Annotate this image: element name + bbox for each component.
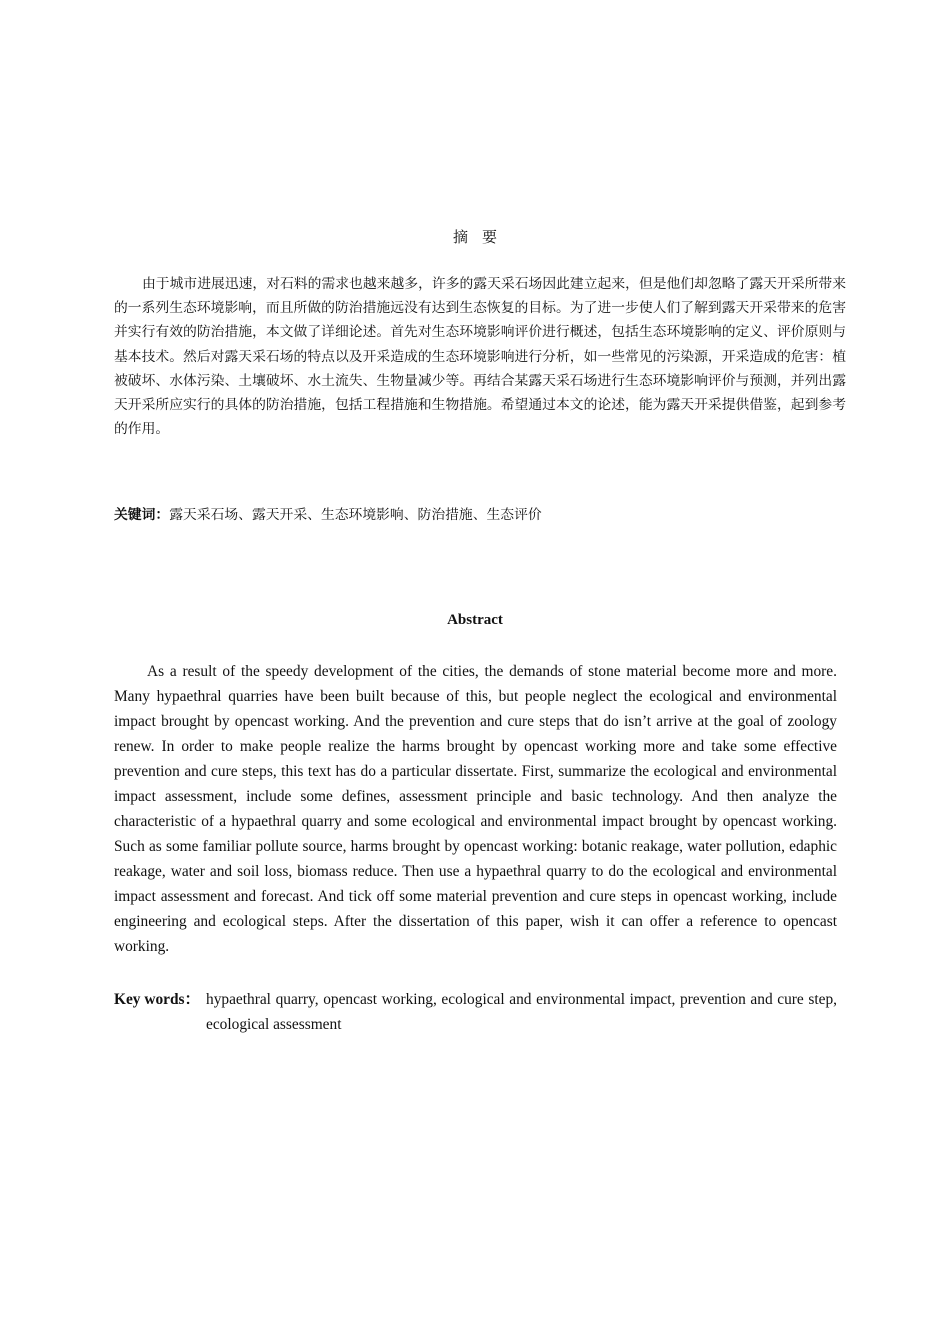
english-keywords-text: hypaethral quarry, opencast working, ecological and environmental impact, prevention and cure step, ecological assessment (206, 991, 837, 1033)
english-abstract-body: As a result of the speedy development of the cities, the demands of stone material become more and more. Many hypaethral quarries have been built because of this, but people neglect the ecological and environmental impact brought by opencast working. And the prevention and cure steps that do isn’t arrive at the goal of zoology renew. In order to make people realize the harms brought by opencast working more and take some effective prevention and cure steps, this text has do a particular dissertate. First, summarize the ecological and environmental impact assessment, include some defines, assessment principle and basic technology. And then analyze the characteristic of a hypaethral quarry and some ecological and environmental impact brought by opencast working. Such as some familiar pollute source, harms brought by opencast working: botanic reakage, water pollution, edaphic reakage, water and soil loss, biomass reduce. Then use a hypaethral quarry to do the ecological and environmental impact assessment and forecast. And tick off some material prevention and cure steps in opencast working, include engineering and ecological steps. After the dissertation of this paper, wish it can offer a reference to opencast working. (114, 663, 837, 955)
chinese-abstract-title: 摘要 (452, 228, 511, 246)
english-abstract-title: Abstract (447, 612, 503, 628)
english-keywords (114, 987, 837, 1037)
chinese-keywords-text: 露天采石场、露天开采、生态环境影响、防治措施、生态评价 (169, 507, 542, 523)
chinese-keywords (114, 503, 846, 527)
chinese-abstract-body: 由于城市进展迅速，对石料的需求也越来越多，许多的露天采石场因此建立起来，但是他们却忽略了露天开采所带来的一系列生态环境影响，而且所做的防治措施远没有达到生态恢复的目标。为了进一步使人们了解到露天开采带来的危害并实行有效的防治措施，本文做了详细论述。首先对生态环境影响评价进行概述，包括生态环境影响的定义、评价原则与基本技术。然后对露天采石场的特点以及开采造成的生态环境影响进行分析，如一些常见的污染源，开采造成的危害：植被破坏、水体污染、土壤破坏、水土流失、生物量减少等。再结合某露天采石场进行生态环境影响评价与预测，并列出露天开采所应实行的具体的防治措施，包括工程措施和生物措施。希望通过本文的论述，能为露天开采提供借鉴，起到参考的作用。 (114, 276, 846, 438)
chinese-keywords-label: 关键词： (114, 507, 170, 523)
english-keywords-label: Key words： (114, 991, 200, 1008)
